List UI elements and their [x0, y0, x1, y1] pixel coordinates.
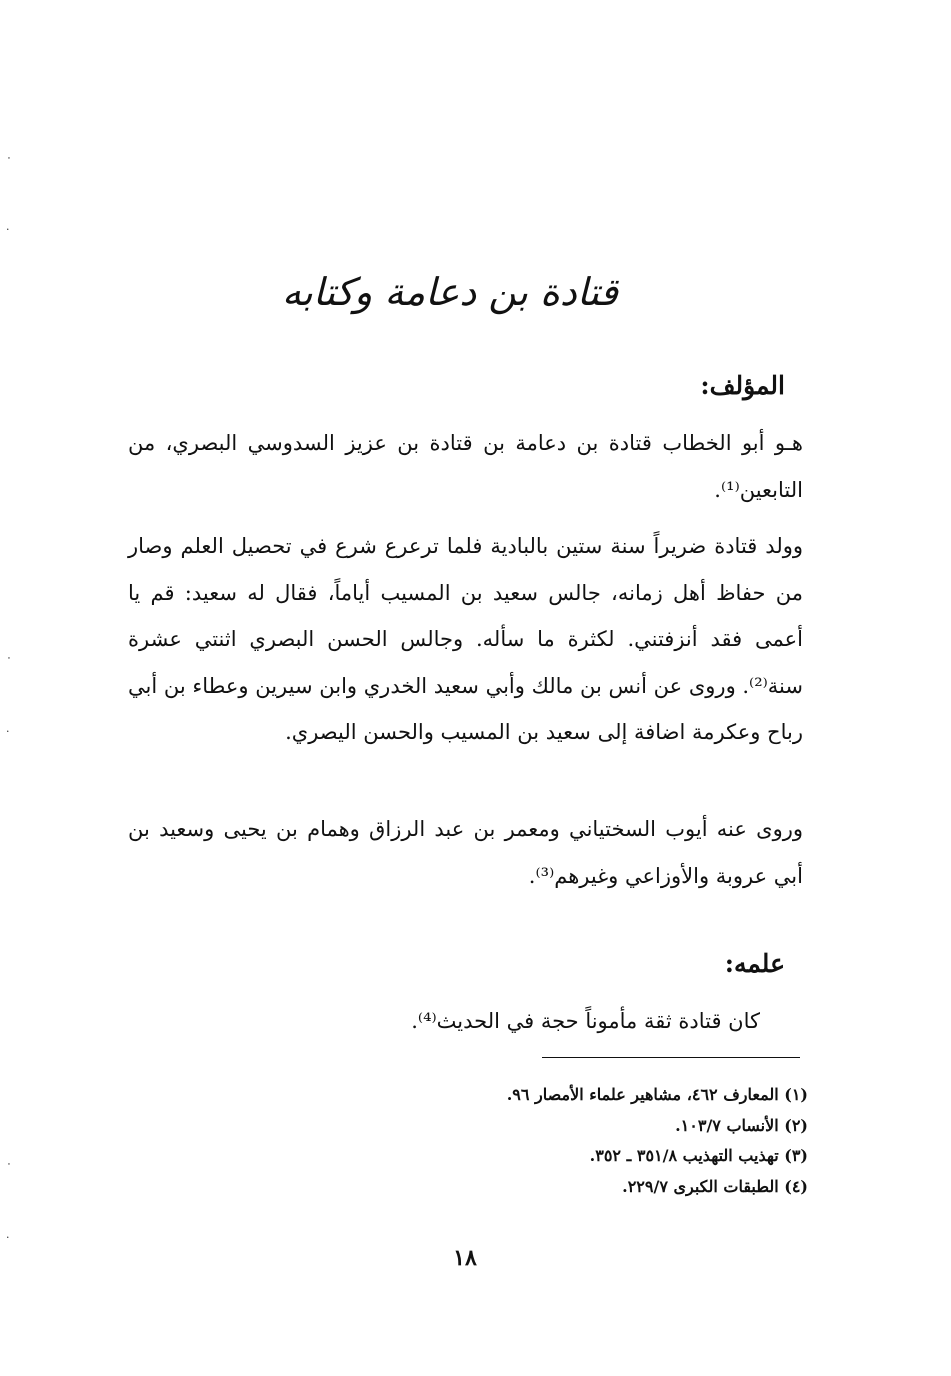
- paragraph: كان قتادة ثقة مأموناً حجة في الحديث⁽⁴⁾.: [411, 1009, 760, 1033]
- footnote: (١) المعارف ٤٦٢، مشاهير علماء الأمصار ٩٦.: [506, 1085, 808, 1104]
- margin-mark: ٠: [6, 651, 12, 664]
- footnote-separator: [542, 1057, 800, 1058]
- margin-mark: ·: [6, 223, 10, 236]
- paragraph: وولد قتادة ضريراً سنة ستين بالبادية فلما ترعرع شرع في تحصيل العلم وصار من حفاظ أهل زمانه، جالس سعيد بن المسيب أياماً، فقال له سعيد: قم يا أعمى فقد أنزفتني. لكثرة ما سأله. وجالس الحسن البصري اثنتي عشرة سنة⁽²⁾. وروى عن أنس بن مالك وأبي سعيد الخدري وابن سيرين وعطاء بن أبي رباح وعكرمة اضافة إلى سعيد بن المسيب والحسن اليصري.: [128, 534, 803, 744]
- margin-mark: ٠: [6, 1157, 12, 1170]
- section-heading-knowledge: علمه:: [724, 949, 785, 978]
- paragraph: وروى عنه أيوب السختياني ومعمر بن عبد الرزاق وهمام بن يحيى وسعيد بن أبي عروبة والأوزاعي وغيرهم⁽³⁾.: [128, 817, 803, 888]
- margin-mark: ·: [6, 725, 10, 738]
- margin-mark: ٠: [6, 151, 12, 164]
- page-number: ١٨: [453, 1245, 477, 1271]
- footnote: (٣) تهذيب التهذيب ٣٥١/٨ ـ ٣٥٢.: [589, 1146, 808, 1165]
- page-title: قتادة بن دعامة وكتابه: [281, 270, 619, 314]
- section-heading-author: المؤلف:: [700, 371, 785, 400]
- margin-mark: ·: [6, 1231, 10, 1244]
- footnote: (٢) الأنساب ١٠٣/٧.: [675, 1115, 808, 1135]
- paragraph: هـو أبو الخطاب قتادة بن دعامة بن قتادة بن عزيز السدوسي البصري، من التابعين⁽¹⁾.: [128, 431, 803, 502]
- footnote: (٤) الطبقات الكبرى ٢٢٩/٧.: [622, 1176, 808, 1196]
- footnotes: [300, 1080, 808, 1202]
